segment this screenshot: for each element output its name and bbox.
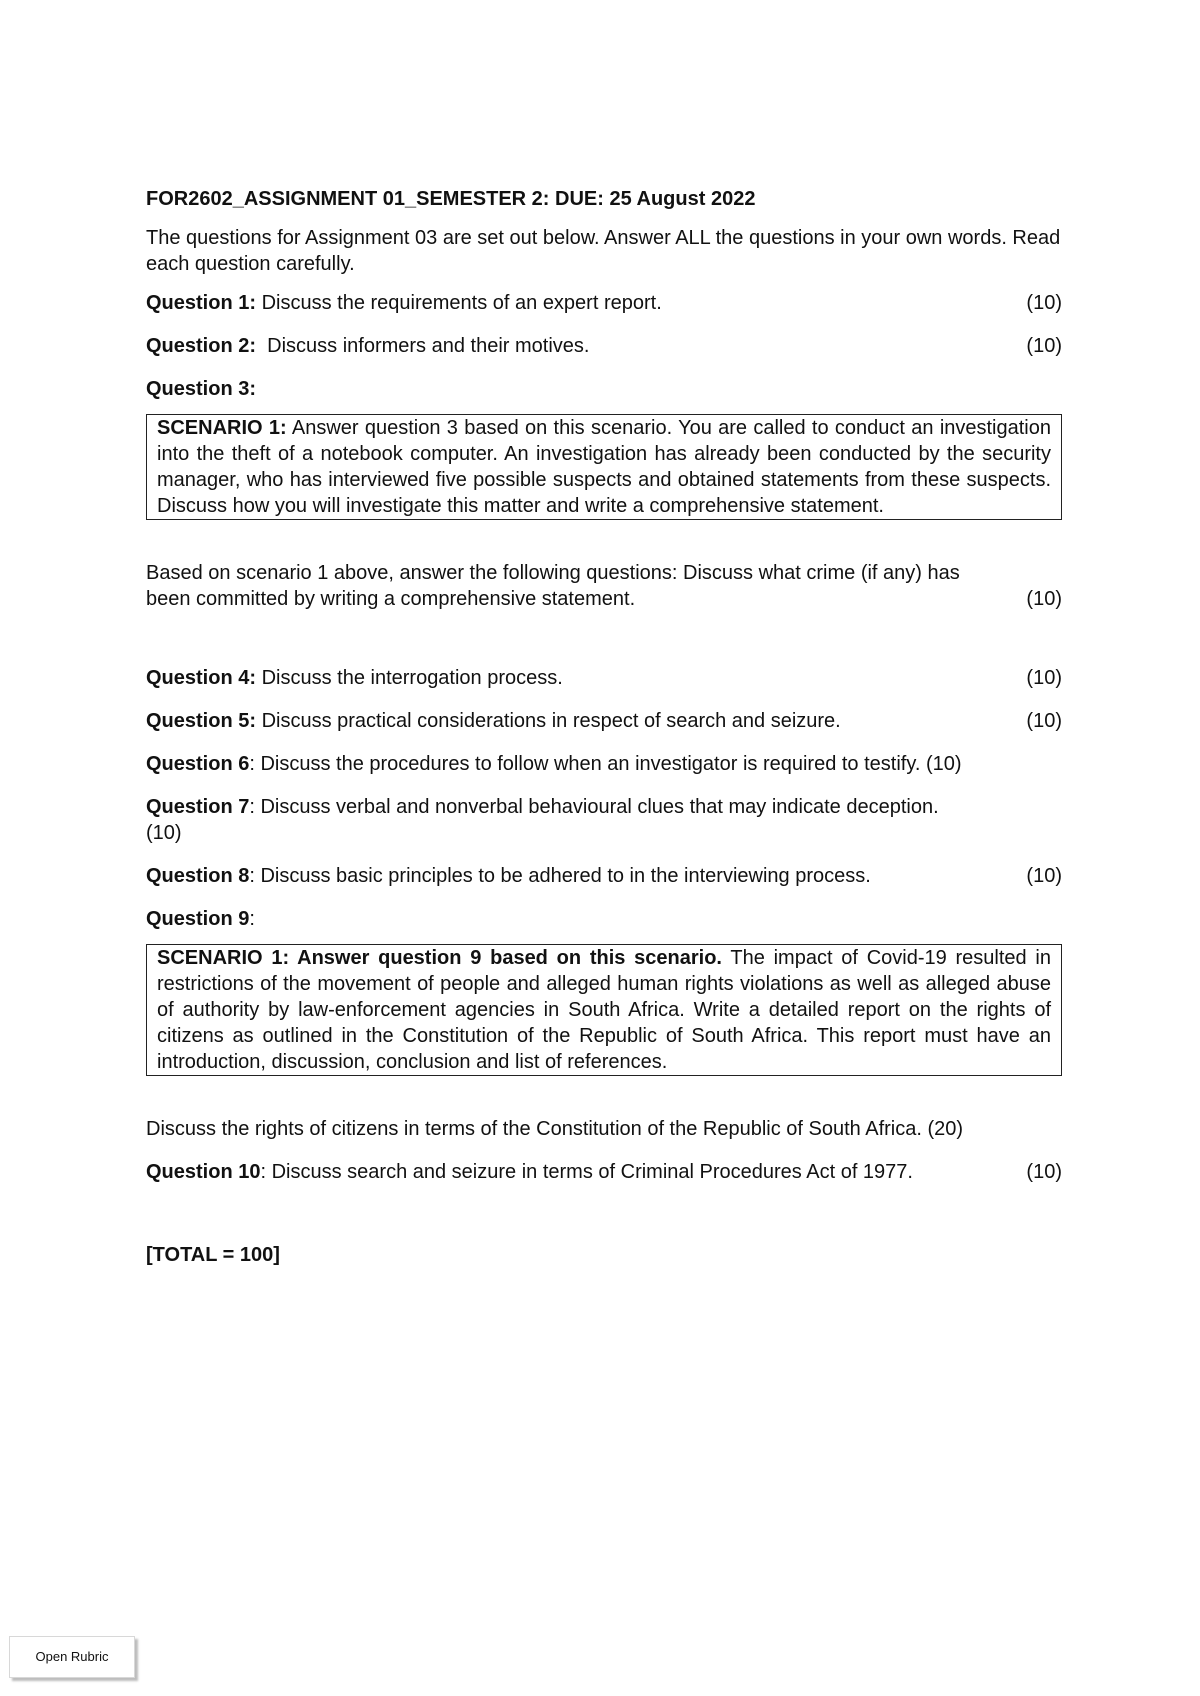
question-2-text: Discuss informers and their motives.	[256, 335, 590, 357]
question-7	[146, 794, 1062, 846]
question-9-heading	[146, 906, 1062, 932]
question-8-text: : Discuss basic principles to be adhered to in the interviewing process.	[249, 865, 871, 887]
scenario-3-text: Answer question 3 based on this scenario. You are called to conduct an investigation into the theft of a notebook computer. An investigation has already been conducted by the security manager, who has interviewed five possible suspects and obtained statements from these suspects. Discuss how you will investigate this matter and write a comprehensive statement.	[157, 417, 1051, 517]
scenario-3-label: SCENARIO 1:	[157, 417, 287, 439]
document-title: FOR2602_ASSIGNMENT 01_SEMESTER 2: DUE: 25 August 2022	[146, 188, 756, 210]
assignment-document	[146, 186, 1062, 1268]
question-7-label: Question 7	[146, 796, 250, 818]
question-1-label: Question 1:	[146, 292, 257, 314]
question-8	[146, 863, 1062, 889]
intro-paragraph: The questions for Assignment 03 are set out below. Answer ALL the questions in your own words. Read each question carefully.	[146, 227, 1061, 275]
question-9-label: Question 9	[146, 908, 250, 930]
question-10-text: : Discuss search and seizure in terms of Criminal Procedures Act of 1977.	[260, 1161, 913, 1183]
question-3-follow-line-2: been committed by writing a comprehensive statement.	[146, 588, 636, 610]
question-1-marks: (10)	[1026, 292, 1062, 314]
question-2-marks: (10)	[1026, 335, 1062, 357]
question-6	[146, 751, 1062, 777]
question-7-marks: (10)	[146, 822, 182, 844]
question-5-label: Question 5:	[146, 710, 257, 732]
question-5-text: Discuss practical considerations in respect of search and seizure.	[256, 710, 841, 732]
question-5-marks: (10)	[1026, 710, 1062, 732]
scenario-box-question-3	[146, 414, 1062, 520]
question-3-follow-line-1: Based on scenario 1 above, answer the following questions: Discuss what crime (if any) has	[146, 562, 960, 584]
question-9-colon: :	[249, 908, 255, 930]
question-7-text: : Discuss verbal and nonverbal behavioural clues that may indicate deception.	[249, 796, 939, 818]
question-4-marks: (10)	[1026, 667, 1062, 689]
question-9-follow-up	[146, 1116, 1062, 1142]
question-1	[146, 290, 1062, 316]
scenario-box-question-9	[146, 944, 1062, 1076]
scenario-9-text: The impact of Covid-19 resulted in restrictions of the movement of people and alleged human rights violations as well as alleged abuse of authority by law-enforcement agencies in South Africa. Write a detailed report on the rights of citizens as outlined in the Constitution of the Republic of South Africa. This report must have an introduction, discussion, conclusion and list of references.	[157, 947, 1051, 1073]
question-6-text: : Discuss the procedures to follow when an investigator is required to testify. (10)	[249, 753, 962, 775]
question-2	[146, 333, 1062, 359]
question-2-label: Question 2:	[146, 335, 257, 357]
question-4	[146, 665, 1062, 691]
question-10-label: Question 10	[146, 1161, 261, 1183]
question-3-label: Question 3:	[146, 378, 257, 400]
open-rubric-button[interactable]: Open Rubric	[9, 1636, 135, 1678]
question-3-marks: (10)	[1026, 588, 1062, 610]
scenario-9-label: SCENARIO 1: Answer question 9 based on this scenario.	[157, 947, 722, 969]
question-10	[146, 1159, 1062, 1185]
question-8-label: Question 8	[146, 865, 250, 887]
question-5	[146, 708, 1062, 734]
question-8-marks: (10)	[1026, 865, 1062, 887]
question-3-follow-up	[146, 560, 1062, 612]
question-9-follow-text: Discuss the rights of citizens in terms of the Constitution of the Republic of South Africa. (20)	[146, 1118, 964, 1140]
question-4-label: Question 4:	[146, 667, 257, 689]
question-10-marks: (10)	[1026, 1161, 1062, 1183]
question-6-label: Question 6	[146, 753, 250, 775]
question-1-text: Discuss the requirements of an expert report.	[256, 292, 662, 314]
total-marks: [TOTAL = 100]	[146, 1244, 280, 1266]
question-4-text: Discuss the interrogation process.	[256, 667, 563, 689]
